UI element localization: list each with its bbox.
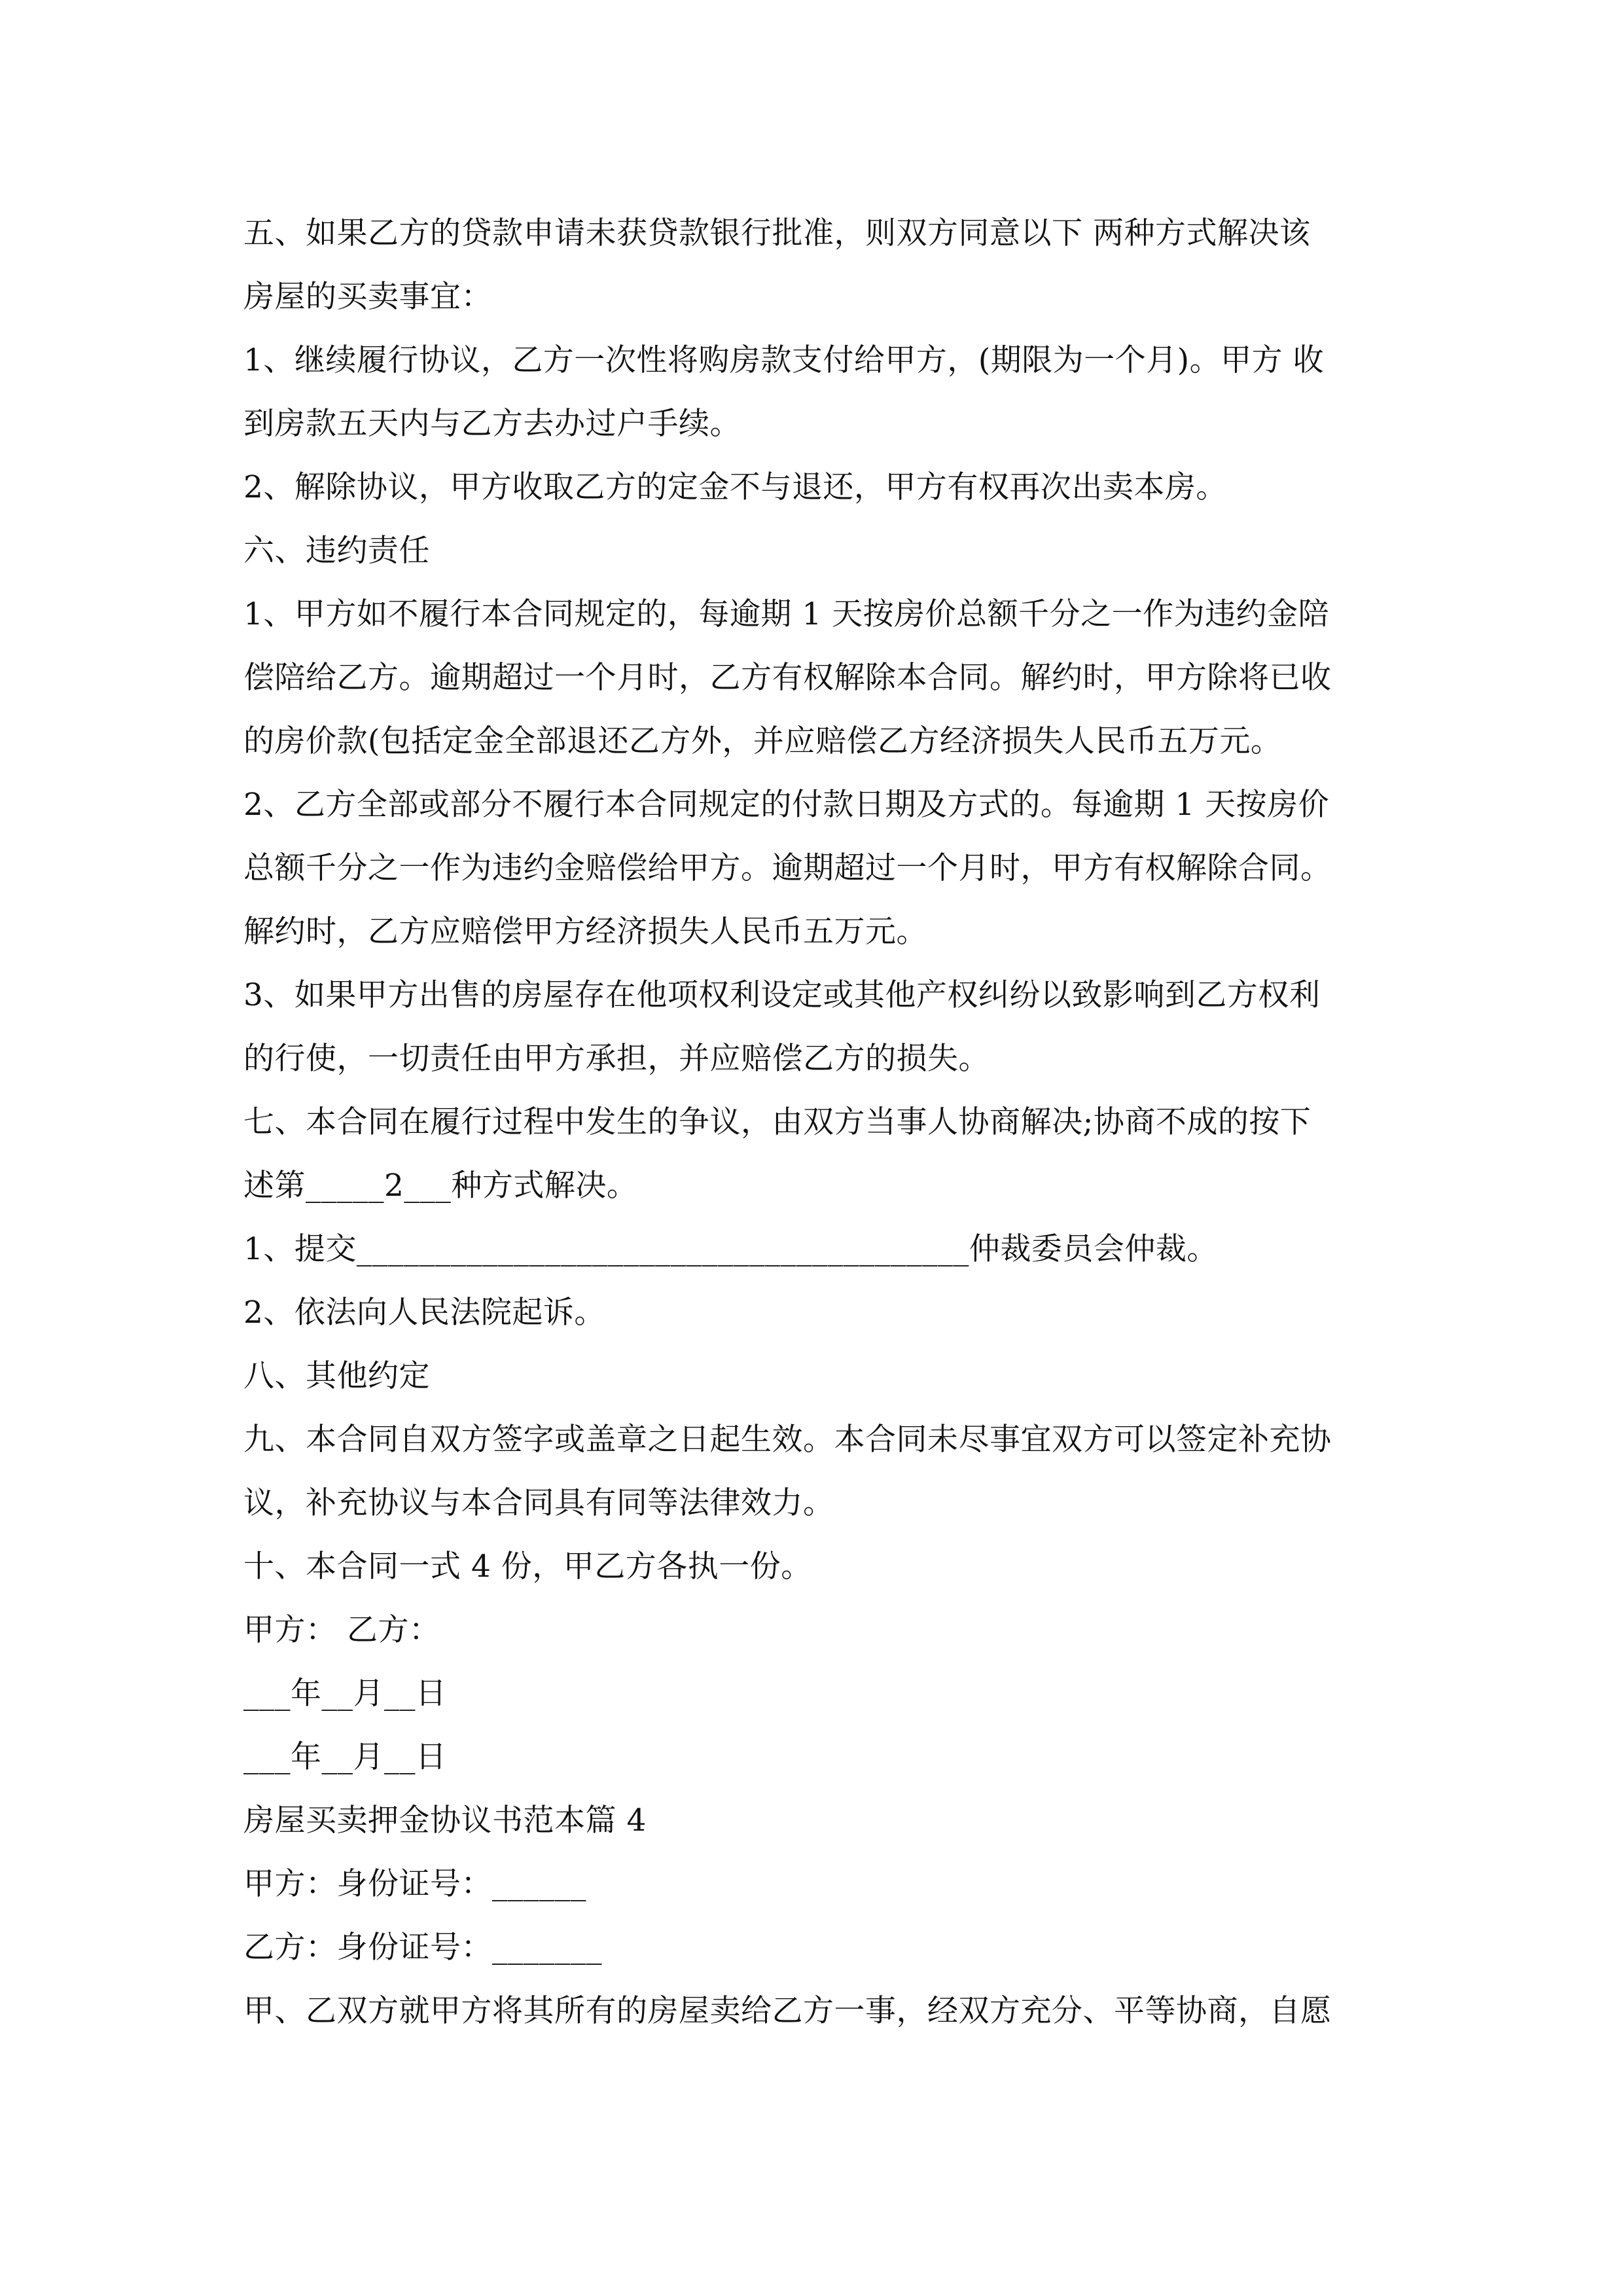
- clause-9-line-1: 九、本合同自双方签字或盖章之日起生效。本合同未尽事宜双方可以签定补充协: [243, 1422, 1332, 1458]
- clause-10: 十、本合同一式 4 份，甲乙方各执一份。: [243, 1549, 812, 1585]
- next-document-title: 房屋买卖押金协议书范本篇 4: [243, 1803, 647, 1839]
- signature-date-1: ___年__月__日: [243, 1676, 447, 1712]
- clause-7-line-2: 述第_____2___种方式解决。: [243, 1168, 638, 1204]
- clause-5-line-1: 五、如果乙方的贷款申请未获贷款银行批准，则双方同意以下 两种方式解决该: [243, 215, 1311, 251]
- liability-3-line-1: 3、如果甲方出售的房屋存在他项权利设定或其他产权纠纷以致影响到乙方权利: [243, 977, 1321, 1013]
- dispute-option-2: 2、依法向人民法院起诉。: [243, 1295, 605, 1331]
- clause-9-line-2: 议，补充协议与本合同具有同等法律效力。: [243, 1485, 834, 1521]
- preamble-line-1: 甲、乙双方就甲方将其所有的房屋卖给乙方一事，经双方充分、平等协商，自愿: [243, 1993, 1332, 2029]
- party-b-id-line: 乙方：身份证号：_______: [243, 1929, 602, 1965]
- liability-2-line-2: 总额千分之一作为违约金赔偿给甲方。逾期超过一个月时，甲方有权解除合同。: [243, 850, 1332, 886]
- liability-1-line-3: 的房价款(包括定金全部退还乙方外，并应赔偿乙方经济损失人民币五万元。: [243, 723, 1282, 759]
- liability-2-line-3: 解约时，乙方应赔偿甲方经济损失人民币五万元。: [243, 914, 927, 950]
- clause-7-line-1: 七、本合同在履行过程中发生的争议，由双方当事人协商解决;协商不成的按下: [243, 1104, 1311, 1140]
- clause-5-option-2: 2、解除协议，甲方收取乙方的定金不与退还，甲方有权再次出卖本房。: [243, 469, 1227, 505]
- clause-5-option-1-line-2: 到房款五天内与乙方去办过户手续。: [243, 406, 741, 442]
- clause-5-option-1-line-1: 1、继续履行协议，乙方一次性将购房款支付给甲方，(期限为一个月)。甲方 收: [243, 342, 1325, 378]
- clause-5-line-2: 房屋的买卖事宜：: [243, 279, 492, 315]
- dispute-option-1: 1、提交_______________________________________仲裁委员会仲裁。: [243, 1231, 1218, 1267]
- section-heading-other: 八、其他约定: [243, 1358, 430, 1394]
- liability-3-line-2: 的行使，一切责任由甲方承担，并应赔偿乙方的损失。: [243, 1041, 990, 1077]
- section-heading-liability: 六、违约责任: [243, 533, 430, 569]
- signature-parties: 甲方： 乙方：: [243, 1612, 440, 1648]
- party-a-id-line: 甲方：身份证号：______: [243, 1866, 586, 1902]
- liability-1-line-1: 1、甲方如不履行本合同规定的，每逾期 1 天按房价总额千分之一作为违约金陪: [243, 596, 1330, 632]
- liability-1-line-2: 偿陪给乙方。逾期超过一个月时，乙方有权解除本合同。解约时，甲方除将已收: [243, 660, 1332, 696]
- document-body: [243, 202, 1395, 2043]
- liability-2-line-1: 2、乙方全部或部分不履行本合同规定的付款日期及方式的。每逾期 1 天按房价: [243, 787, 1330, 823]
- signature-date-2: ___年__月__日: [243, 1739, 447, 1775]
